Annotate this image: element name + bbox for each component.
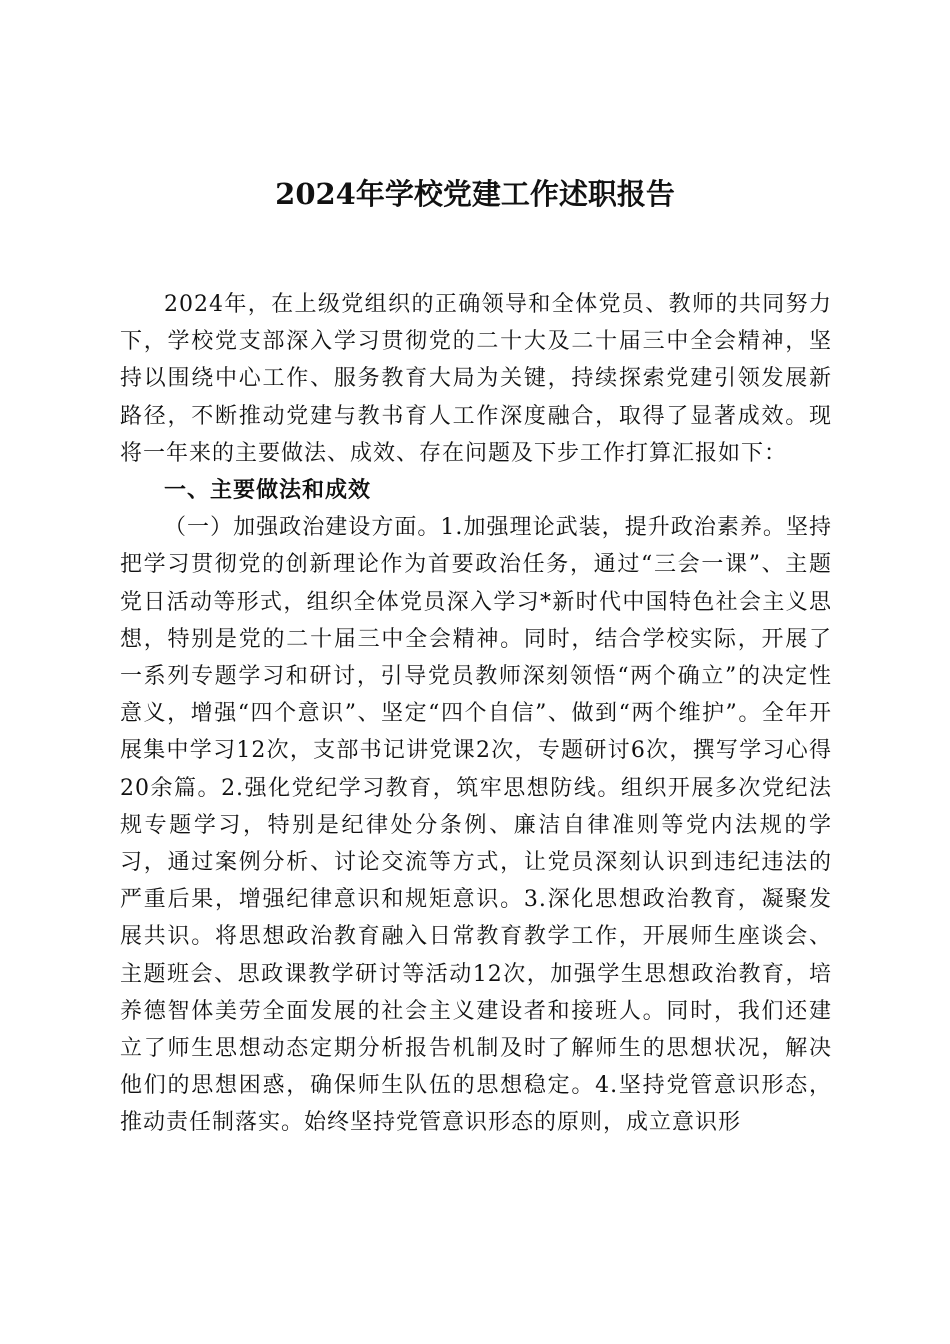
section-heading: 一、主要做法和成效 — [164, 478, 372, 504]
body-paragraph: （一）加强政治建设方面。1.加强理论武装，提升政治素养。坚持把学习贯彻党的创新理论作为首要政治任务，通过“三会一课”、主题党日活动等形式，组织全体党员深入学习*新时代中国特色社会主义思想，特别是党的二十届三中全会精神。同时，结合学校实际，开展了一系列专题学习和研讨，引导党员教师深刻领悟“两个确立”的决定性意义，增强“四个意识”、坚定“四个自信”、做到“两个维护”。全年开展集中学习12次，支部书记讲党课2次，专题研讨6次，撰写学习心得20余篇。2.强化党纪学习教育，筑牢思想防线。组织开展多次党纪法规专题学习，特别是纪律处分条例、廉洁自律准则等党内法规的学习，通过案例分析、讨论交流等方式，让党员深刻认识到违纪违法的严重后果，增强纪律意识和规矩意识。3.深化思想政治教育，凝聚发展共识。将思想政治教育融入日常教育教学工作，开展师生座谈会、主题班会、思政课教学研讨等活动12次，加强学生思想政治教育，培养德智体美劳全面发展的社会主义建设者和接班人。同时，我们还建立了师生思想动态定期分析报告机制及时了解师生的思想状况，解决他们的思想困惑，确保师生队伍的思想稳定。4.坚持党管意识形态，推动责任制落实。始终坚持党管意识形态的原则，成立意识形 — [120, 515, 832, 1136]
document-body — [120, 286, 832, 1142]
document-title: 2024年学校党建工作述职报告 — [275, 177, 675, 211]
intro-paragraph: 2024年，在上级党组织的正确领导和全体党员、教师的共同努力下，学校党支部深入学习贯彻党的二十大及二十届三中全会精神，坚持以围绕中心工作、服务教育大局为关键，持续探索党建引领发展新路径，不断推动党建与教书育人工作深度融合，取得了显著成效。现将一年来的主要做法、成效、存在问题及下步工作打算汇报如下： — [120, 292, 832, 466]
